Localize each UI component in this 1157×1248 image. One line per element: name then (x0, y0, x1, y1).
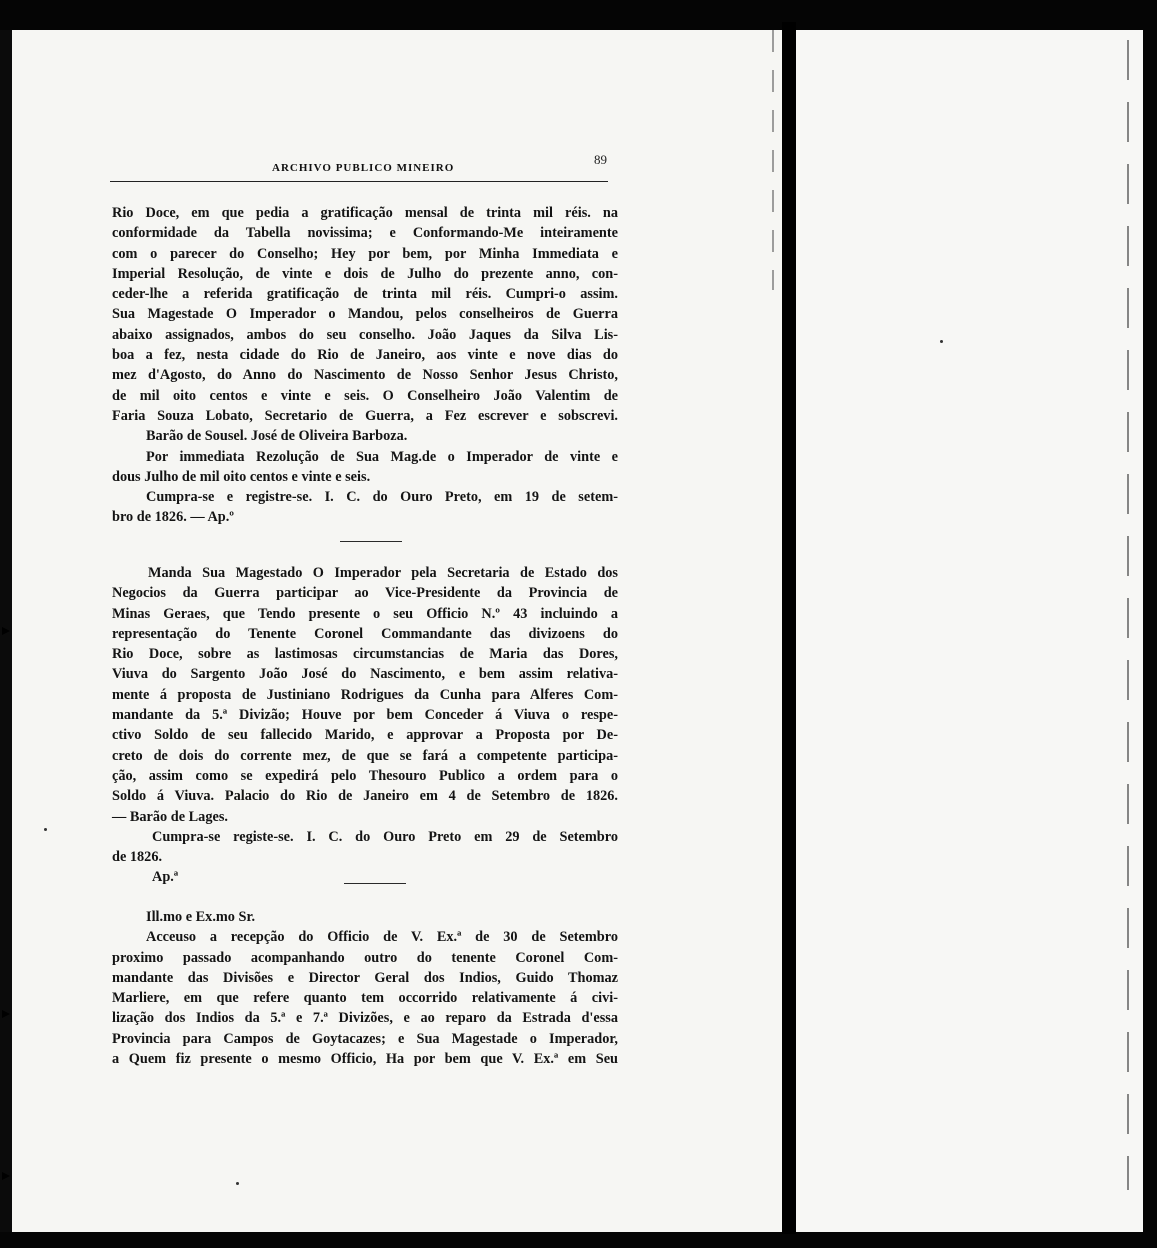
right-page-blank (796, 30, 1143, 1232)
text-line: Manda Sua Magestado O Imperador pela Secretaria de Estado dos (148, 565, 618, 581)
text-line: ctivo Soldo de seu fallecido Marido, e approvar a Proposta por De- (112, 727, 618, 744)
text-line: bro de 1826. — Ap.º (112, 509, 235, 526)
text-line: a Quem fiz presente o mesmo Officio, Ha por bem que V. Ex.ª em Seu (112, 1051, 618, 1068)
text-line: Sua Magestade O Imperador o Mandou, pelos conselheiros de Guerra (112, 306, 618, 323)
text-line: Rio Doce, sobre as lastimosas circumstancias de Maria das Dores, (112, 646, 618, 663)
header-rule (110, 181, 608, 182)
scan-bottom-border (0, 1232, 1157, 1248)
page-header (110, 152, 610, 176)
page-number: 89 (594, 152, 607, 167)
text-line: ceder-lhe a referida gratificação de trinta mil réis. Cumpri-o assim. (112, 286, 618, 303)
text-line: proximo passado acompanhando outro do tenente Coronel Com- (112, 949, 618, 966)
text-line: dous Julho de mil oito centos e vinte e seis. (112, 468, 371, 485)
margin-mark (2, 1172, 10, 1180)
section-separator (344, 883, 406, 884)
text-line: mandante das Divisões e Director Geral dos Indios, Guido Thomaz (112, 969, 618, 986)
text-line: representação do Tenente Coronel Commandante das divizoens do (112, 625, 618, 642)
text-line: Soldo á Viuva. Palacio do Rio de Janeiro em 4 de Setembro de 1826. (112, 788, 618, 805)
signature-line: Barão de Sousel. José de Oliveira Barboza. (146, 428, 408, 445)
text-line: Rio Doce, em que pedia a gratificação mensal de trinta mil réis. na (112, 205, 618, 221)
text-line: mandante da 5.ª Divizão; Houve por bem Conceder á Viuva o respe- (112, 707, 618, 724)
page-edge-shadow (772, 30, 774, 290)
text-line: Imperial Resolução, de vinte e dois de Julho do prezente anno, con- (112, 265, 618, 282)
text-line: mez d'Agosto, do Anno do Nascimento de Nosso Senhor Jesus Christo, (112, 367, 618, 384)
text-line: conformidade da Tabella novissima; e Conformando-Me inteiramente (112, 225, 618, 242)
document-block-2 (112, 563, 618, 888)
text-line: Cumpra-se e registre-se. I. C. do Ouro Preto, em 19 de setem- (146, 489, 618, 506)
text-line: Faria Souza Lobato, Secretario de Guerra, a Fez escrever e sobscrevi. (112, 407, 618, 424)
scan-speck (940, 340, 943, 343)
text-line: ção, assim como se expedirá pelo Thesouro Publico a ordem para o (112, 767, 618, 784)
signature-line: — Barão de Lages. (112, 808, 228, 825)
book-gutter (782, 22, 796, 1234)
text-line: Provincia para Campos de Goytacazes; e Sua Magestade o Imperador, (112, 1030, 618, 1047)
salutation-line: Ill.mo e Ex.mo Sr. (146, 909, 256, 925)
text-line: Cumpra-se registe-se. I. C. do Ouro Preto em 29 de Setembro (152, 828, 618, 845)
text-line: Marliere, em que refere quanto tem occorrido relativamente á civi- (112, 990, 618, 1007)
text-line: Acceuso a recepção do Officio de V. Ex.ª de 30 de Setembro (146, 929, 618, 946)
text-line: Minas Geraes, que Tendo presente o seu Officio N.º 43 incluindo a (112, 605, 618, 622)
text-line: Viuva do Sargento João José do Nascimento, e bem assim relativa- (112, 666, 618, 683)
text-line: com o parecer do Conselho; Hey por bem, por Minha Immediata e (112, 245, 618, 262)
text-line: de 1826. (112, 849, 163, 866)
text-line: creto de dois do corrente mez, de que se fará a competente participa- (112, 747, 618, 764)
scan-speck (44, 828, 47, 831)
scan-right-border (1143, 22, 1157, 1234)
text-line: de mil oito centos e vinte e seis. O Conselheiro João Valentim de (112, 387, 618, 404)
margin-mark (2, 1010, 10, 1018)
document-block-1 (112, 203, 618, 528)
scan-top-border (0, 0, 1157, 30)
text-line: Por immediata Rezolução de Sua Mag.de o Imperador de vinte e (146, 448, 618, 465)
text-line: boa a fez, nesta cidade do Rio de Janeiro, aos vinte e nove dias do (112, 347, 618, 364)
text-line: lização dos Indios da 5.ª e 7.ª Divizões, e ao reparo da Estrada d'essa (112, 1010, 618, 1027)
scan-speck (236, 1182, 239, 1185)
text-line: Ap.ª (152, 869, 179, 886)
section-separator (340, 541, 402, 542)
margin-mark (2, 627, 10, 635)
running-title: ARCHIVO PUBLICO MINEIRO (272, 162, 455, 174)
text-line: abaixo assignados, ambos do seu conselho. João Jaques da Silva Lis- (112, 326, 618, 343)
document-block-3 (112, 907, 618, 1069)
text-line: Negocios da Guerra participar ao Vice-Presidente da Provincia de (112, 585, 618, 602)
text-line: mente á proposta de Justiniano Rodrigues da Cunha para Alferes Com- (112, 686, 618, 703)
page-edge-shadow-right (1127, 40, 1129, 1190)
